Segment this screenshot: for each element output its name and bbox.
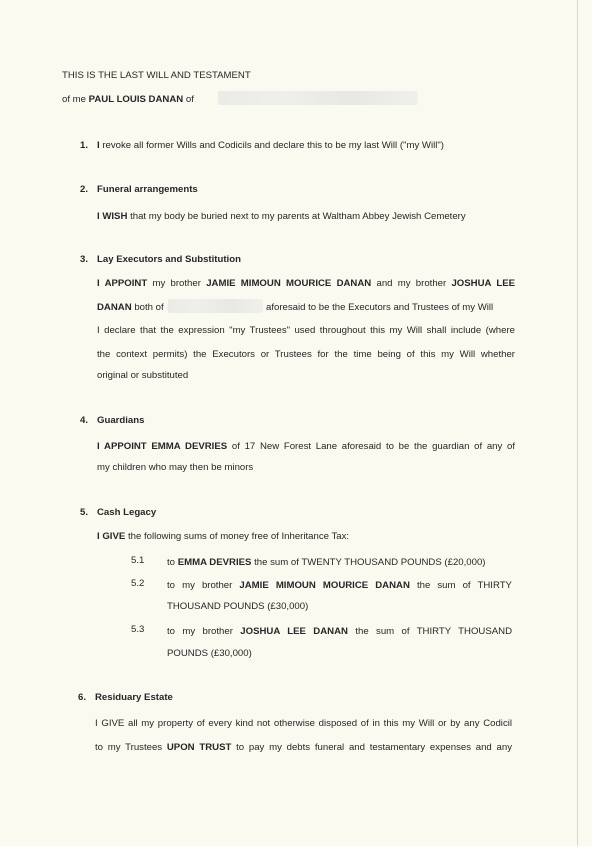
clause-5-intro: I GIVE the following sums of money free of Inheritance Tax: [97,531,350,542]
clause-heading: Cash Legacy [97,507,157,518]
clause-6-line-1: I GIVE all my property of every kind not otherwise disposed of in this my Will or by any Codicil [95,718,512,729]
clause-3-line-2b: aforesaid to be the Executors and Trustees of my Will [266,302,494,313]
clause-3-para-2: the context permits) the Executors or Trustees for the time being of this my Will whether [97,349,515,360]
clause-number: 1. [80,140,89,151]
clause-1-text: I revoke all former Wills and Codicils and declare this to be my last Will ("my Will") [97,140,444,151]
clause-number: 2. [80,184,89,195]
sub-clause-number: 5.1 [131,555,145,566]
sub-clause-number: 5.3 [131,624,145,635]
clause-heading: Lay Executors and Substitution [97,254,241,265]
testator-name: PAUL LOUIS DANAN [88,94,184,105]
page-edge [577,0,578,846]
sub-clause-5-3: to my brother JOSHUA LEE DANAN the sum of THIRTY THOUSAND [167,626,513,637]
sub-clause-5-3-cont: POUNDS (£30,000) [167,648,252,659]
testator-line: of me PAUL LOUIS DANAN of [62,94,194,105]
clause-2-text: I WISH that my body be buried next to my parents at Waltham Abbey Jewish Cemetery [97,211,466,222]
clause-3-line-2a: DANAN both of [97,302,164,313]
clause-6-line-2: to my Trustees UPON TRUST to pay my debts funeral and testamentary expenses and any [95,742,512,753]
clause-heading: Residuary Estate [95,692,173,703]
clause-heading: Guardians [97,415,145,426]
redacted-address [168,299,263,313]
clause-number: 4. [80,415,89,426]
sub-clause-5-2: to my brother JAMIE MIMOUN MOURICE DANAN the sum of THIRTY [167,580,512,591]
sub-clause-number: 5.2 [131,578,145,589]
clause-3-para-2: original or substituted [97,370,189,381]
sub-clause-5-2-cont: THOUSAND POUNDS (£30,000) [167,601,309,612]
clause-3-para-2: I declare that the expression "my Trustees" used throughout this my Will shall include (where [97,325,515,336]
redacted-address [218,91,418,105]
sub-clause-5-1: to EMMA DEVRIES the sum of TWENTY THOUSAND POUNDS (£20,000) [167,557,486,568]
clause-number: 3. [80,254,89,265]
clause-4-line-1: I APPOINT EMMA DEVRIES of 17 New Forest Lane aforesaid to be the guardian of any of [97,441,515,452]
clause-number: 6. [78,692,87,703]
clause-3-line-1: I APPOINT my brother JAMIE MIMOUN MOURICE DANAN and my brother JOSHUA LEE [97,278,516,289]
clause-number: 5. [80,507,89,518]
will-title: THIS IS THE LAST WILL AND TESTAMENT [62,70,251,81]
clause-heading: Funeral arrangements [97,184,198,195]
clause-4-line-2: my children who may then be minors [97,462,254,473]
